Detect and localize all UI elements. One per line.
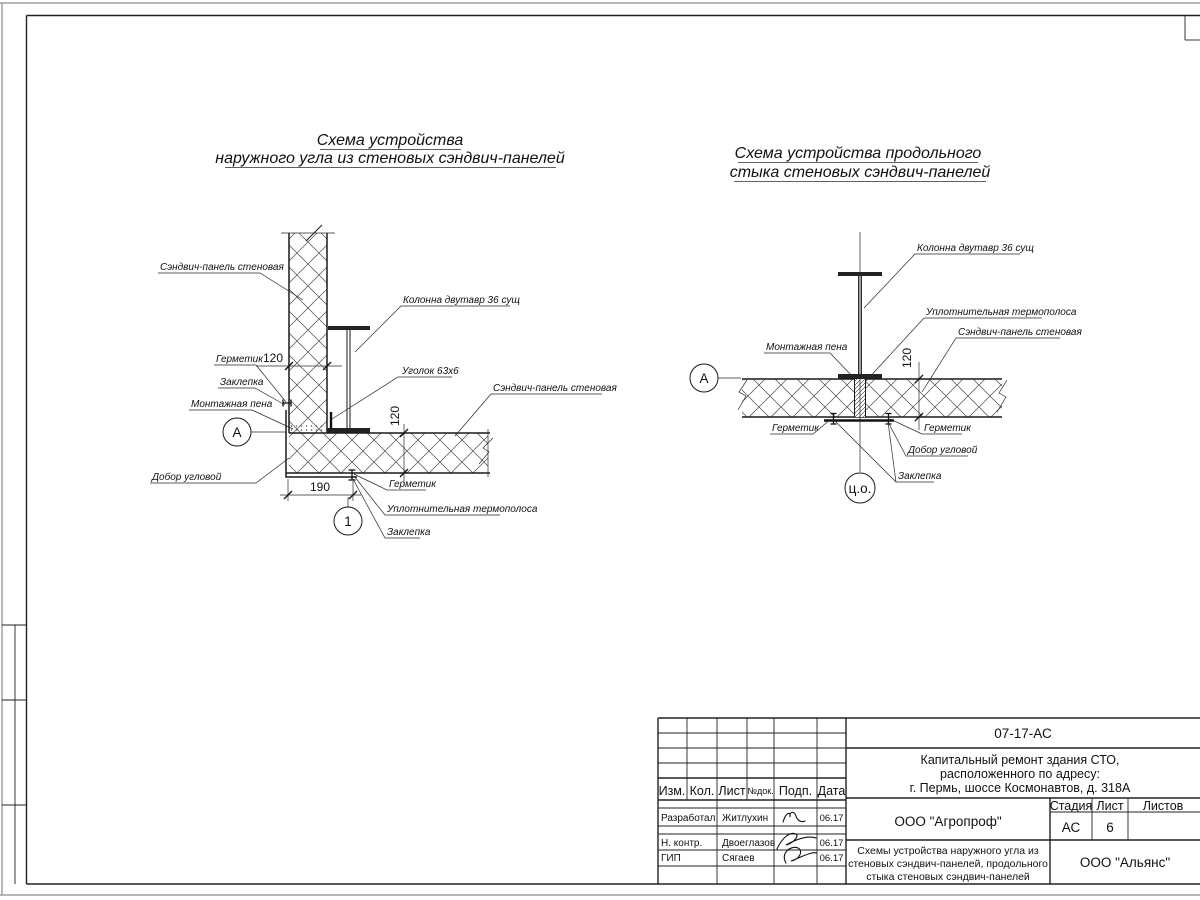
- tb-date: 06.17: [819, 838, 844, 849]
- ibeam-top-flange: [838, 272, 882, 276]
- signature-developer: [783, 812, 805, 822]
- detail-number: 1: [344, 514, 352, 529]
- svg-text:Добор угловой: Добор угловой: [908, 445, 978, 456]
- svg-text:Герметик: Герметик: [772, 423, 819, 434]
- tb-col-doc: №док.: [747, 786, 774, 796]
- dimension-text: 120: [900, 347, 914, 369]
- svg-text:Сэндвич-панель стеновая: Сэндвич-панель стеновая: [958, 327, 1082, 338]
- tb-col-sign: Подп.: [778, 784, 813, 798]
- dimension-text: 120: [388, 405, 402, 427]
- tb-name: Житлухин: [722, 813, 769, 824]
- svg-text:Герметик: Герметик: [216, 354, 263, 365]
- svg-text:Колонна двутавр 36 сущ: Колонна двутавр 36 сущ: [403, 295, 520, 306]
- tb-date: 06.17: [819, 813, 844, 824]
- signature-norm-control: [777, 833, 816, 849]
- tb-col-list: Лист: [718, 784, 746, 798]
- tb-project-line1: Капитальный ремонт здания СТО,: [920, 753, 1120, 767]
- diagram-longitudinal-joint: [690, 145, 1082, 503]
- tb-sheet-value: 6: [1106, 820, 1114, 835]
- tb-doc-code: 07-17-АС: [994, 726, 1052, 741]
- left-diagram-title-line2: наружного угла из стеновых сэндвич-панелей: [215, 150, 565, 167]
- tb-col-kol: Кол.: [689, 784, 715, 798]
- axis-marker-a: [223, 418, 286, 446]
- svg-text:Герметик: Герметик: [924, 423, 971, 434]
- tb-drawing-title-line2: стеновых сэндвич-панелей, продольного: [848, 858, 1048, 870]
- svg-text:Монтажная пена: Монтажная пена: [766, 342, 848, 353]
- tb-role: Разработал: [661, 813, 716, 824]
- label-column: [864, 243, 1034, 308]
- tb-role: Н. контр.: [661, 838, 703, 849]
- tb-sheet-header: Лист: [1096, 799, 1124, 813]
- label-column: [355, 295, 520, 352]
- tb-row-developer: [661, 812, 843, 824]
- label-panel-right: [455, 383, 617, 436]
- axis-letter: А: [232, 425, 242, 440]
- right-diagram-title-line1: Схема устройства продольного: [734, 145, 982, 162]
- ibeam-bottom-flange: [838, 374, 882, 379]
- ibeam-top-flange: [328, 326, 370, 330]
- tb-name: Двоеглазов: [722, 838, 776, 849]
- svg-text:Заклепка: Заклепка: [387, 527, 431, 538]
- dimension-text: 120: [262, 351, 284, 365]
- tb-stage-value: АС: [1061, 820, 1081, 835]
- tb-designer-org: ООО "Агропроф": [894, 814, 1002, 829]
- tb-stage-header: Стадия: [1049, 799, 1093, 813]
- center-axis-marker: [845, 473, 875, 503]
- svg-text:Уплотнительная термополоса: Уплотнительная термополоса: [926, 307, 1077, 318]
- svg-text:Заклепка: Заклепка: [220, 377, 264, 388]
- svg-text:Колонна двутавр 36 сущ: Колонна двутавр 36 сущ: [917, 243, 1034, 254]
- tb-drawing-title-line1: Схемы устройства наружного угла из: [857, 845, 1039, 857]
- detail-marker-1: [334, 497, 362, 535]
- svg-text:Сэндвич-панель стеновая: Сэндвич-панель стеновая: [160, 262, 284, 273]
- svg-text:Монтажная пена: Монтажная пена: [191, 399, 273, 410]
- label-sealant-left: [770, 419, 831, 434]
- dimension-190: [280, 479, 361, 501]
- tb-col-date: Дата: [817, 784, 846, 798]
- tb-drawing-title-line3: стыка стеновых сэндвич-панелей: [866, 871, 1030, 883]
- tb-date: 06.17: [819, 853, 844, 864]
- label-corner-trim: [150, 458, 289, 483]
- diagram-corner-joint: [150, 132, 617, 538]
- label-foam: [764, 342, 853, 377]
- left-diagram-title-line1: Схема устройства: [316, 132, 464, 149]
- tb-sheets-header: Листов: [1142, 799, 1184, 813]
- center-axis-label: ц.о.: [848, 481, 872, 496]
- svg-text:Герметик: Герметик: [389, 479, 436, 490]
- ibeam-bottom-flange: [327, 428, 370, 433]
- dimension-text: 190: [309, 480, 331, 494]
- label-sealant-right: [890, 419, 972, 434]
- tb-project-line2: расположенного по адресу:: [940, 767, 1100, 781]
- label-sealant-bottom: [354, 474, 437, 490]
- tb-project-line3: г. Пермь, шоссе Космонавтов, д. 318А: [909, 781, 1131, 795]
- foam-strip: [291, 425, 327, 433]
- vertical-panel-hatch: [289, 233, 327, 433]
- axis-marker-a: [690, 364, 741, 392]
- panel-hatch: [742, 379, 1002, 417]
- title-block: [658, 718, 1200, 884]
- tb-col-izm: Изм.: [658, 784, 686, 798]
- svg-text:Уплотнительная термополоса: Уплотнительная термополоса: [387, 504, 538, 515]
- tb-name: Сягаев: [722, 853, 755, 864]
- tb-row-norm-control: [661, 833, 843, 849]
- svg-text:Добор угловой: Добор угловой: [152, 472, 222, 483]
- tb-customer-org: ООО "Альянс": [1079, 855, 1171, 870]
- svg-text:Уголок 63х6: Уголок 63х6: [402, 366, 459, 377]
- label-panel-left: [158, 262, 303, 300]
- tb-role: ГИП: [661, 853, 681, 864]
- svg-text:Сэндвич-панель стеновая: Сэндвич-панель стеновая: [493, 383, 617, 394]
- label-thermal-strip: [354, 476, 538, 515]
- axis-letter: А: [699, 371, 709, 386]
- right-diagram-title-line2: стыка стеновых сэндвич-панелей: [729, 164, 991, 181]
- label-thermal-strip: [866, 307, 1077, 381]
- svg-text:Заклепка: Заклепка: [898, 471, 942, 482]
- horizontal-panel-hatch: [289, 433, 488, 473]
